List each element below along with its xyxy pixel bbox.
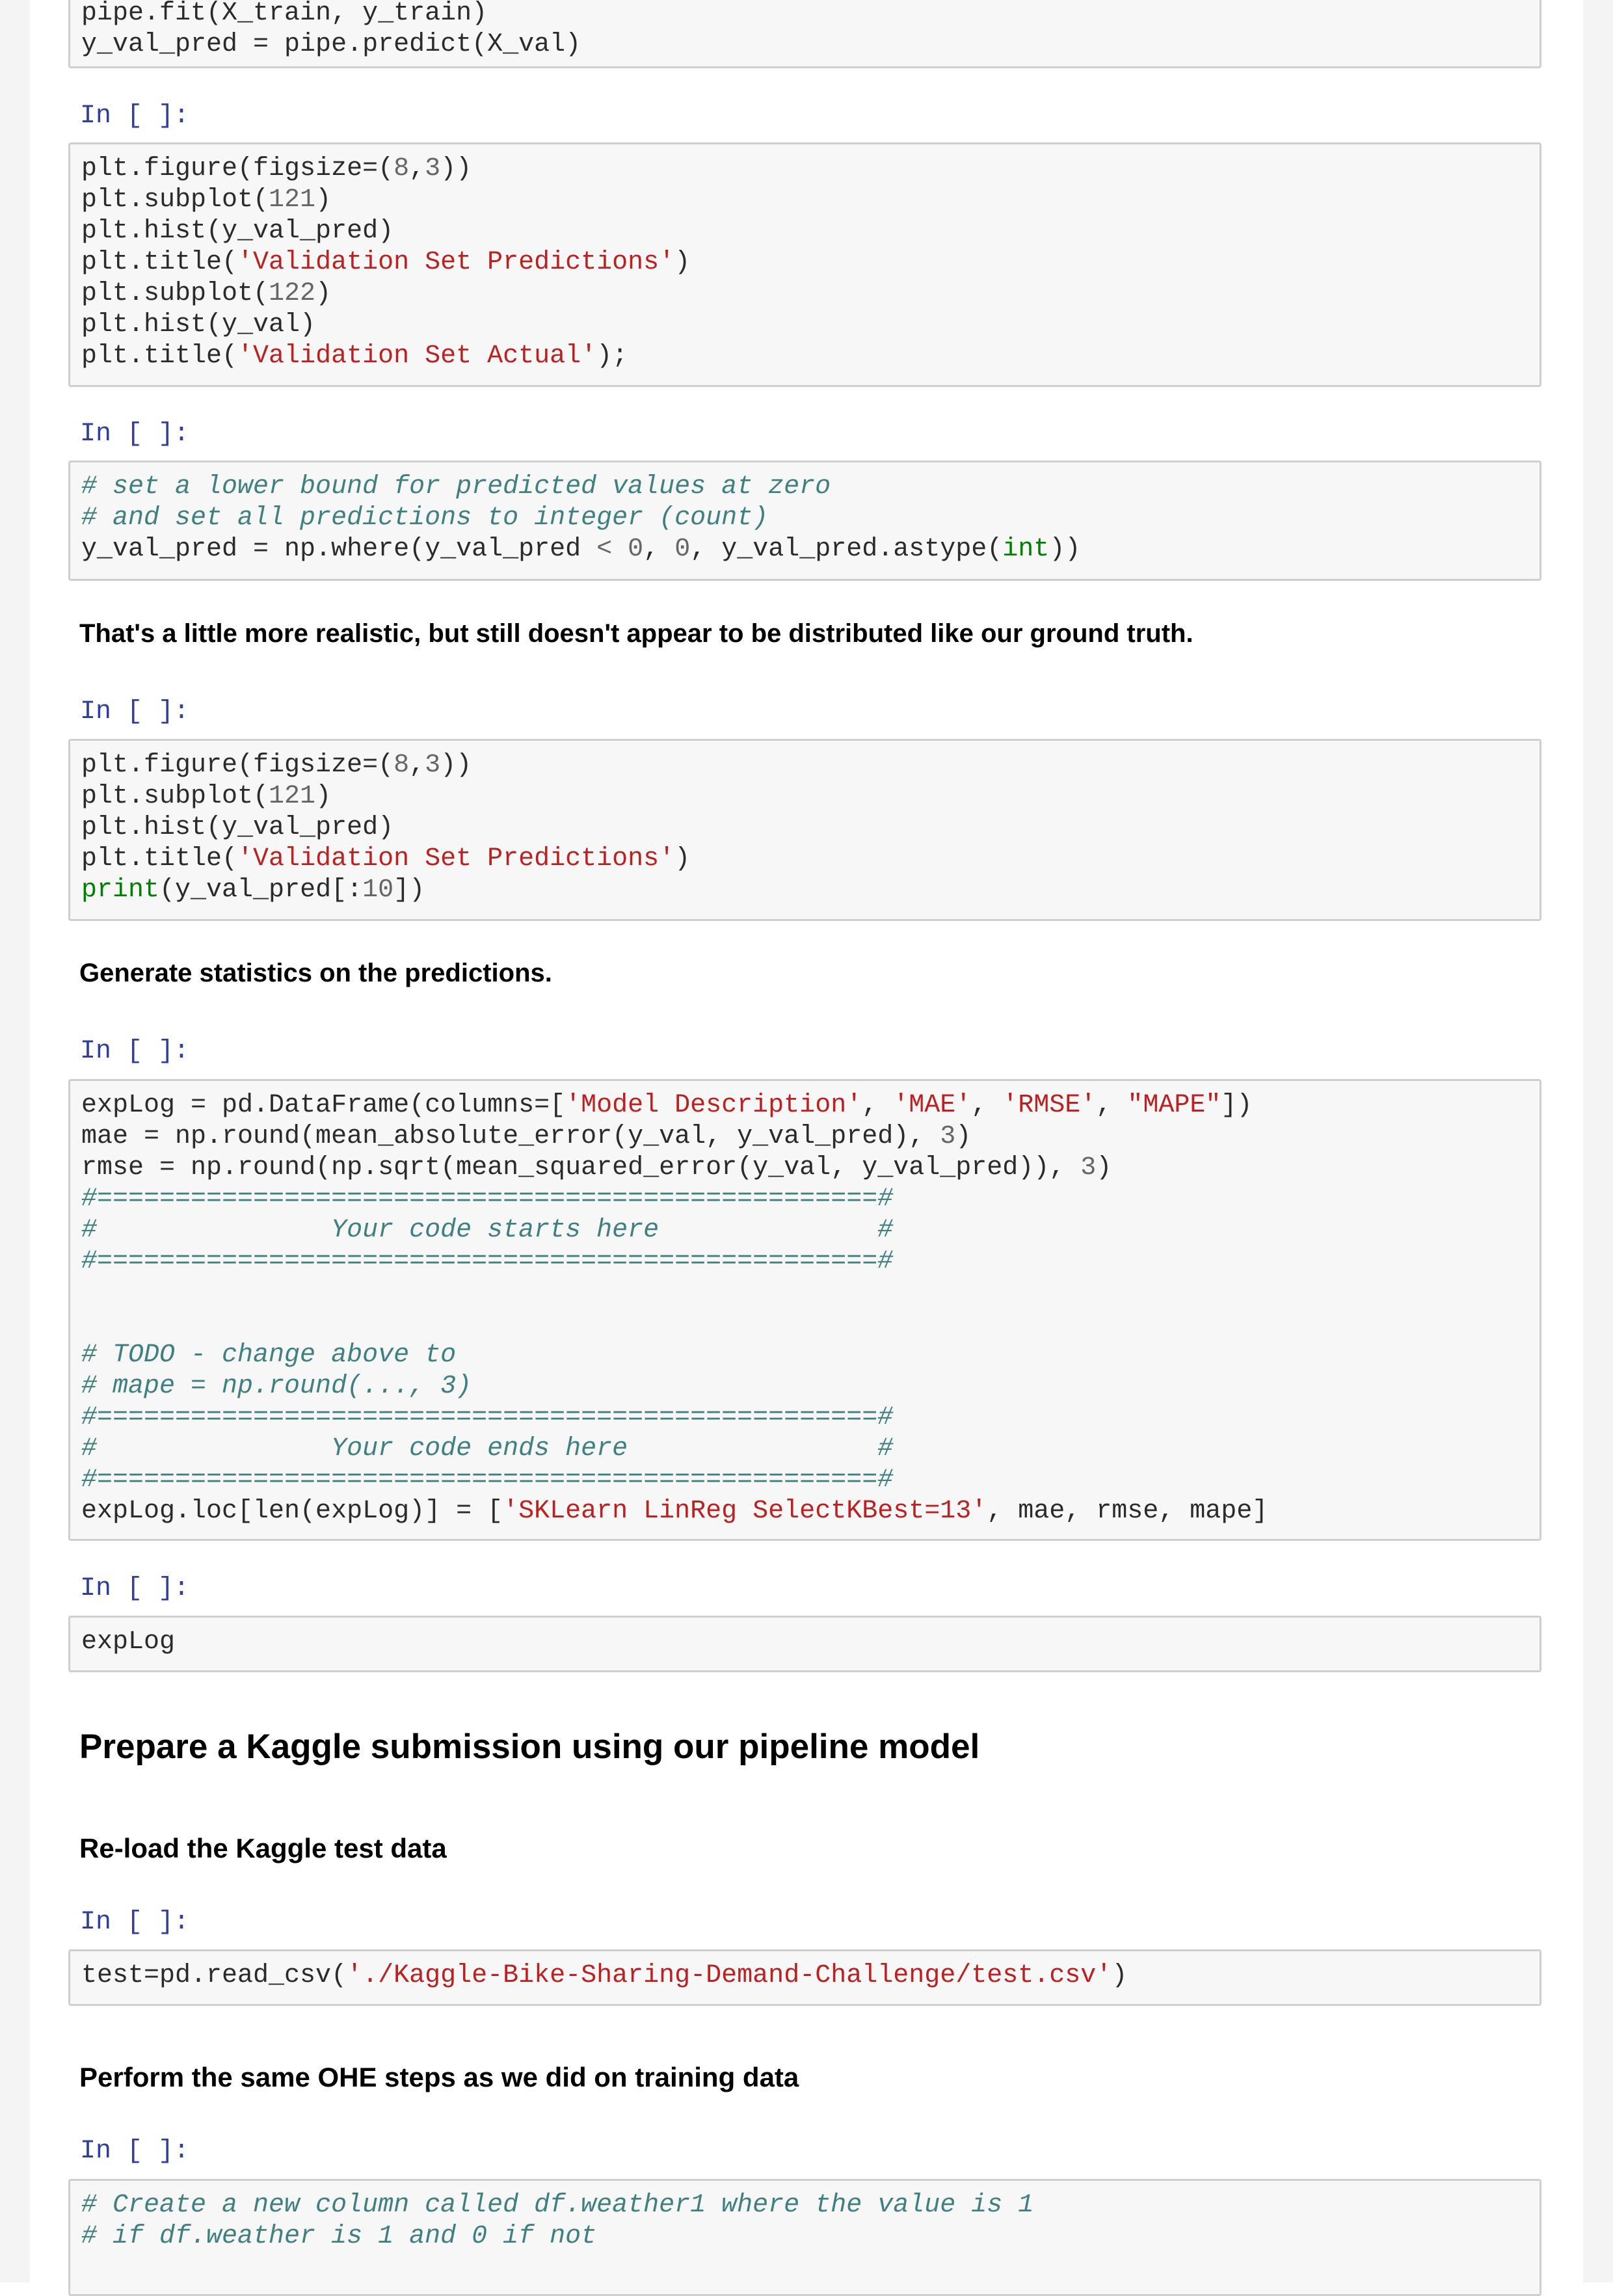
code-cell-plot-predictions[interactable] (68, 739, 1541, 921)
code-editor[interactable] (81, 0, 1540, 60)
code-token: 122 (269, 279, 316, 308)
code-token: print (81, 875, 160, 905)
code-token: )) (440, 154, 472, 183)
code-line (81, 844, 1540, 875)
code-line (81, 781, 1540, 812)
code-token: y_val_pred = pipe.predict(X_val) (81, 30, 581, 59)
code-line (81, 750, 1540, 781)
code-line (81, 1121, 1540, 1153)
code-line (81, 1371, 1540, 1402)
input-prompt: In [ ]: (80, 1037, 190, 1066)
code-token: 'Validation Set Predictions' (237, 844, 675, 874)
code-editor[interactable] (81, 1090, 1540, 1527)
code-token: #==================================================# (81, 1403, 894, 1432)
code-token: ) (1096, 1153, 1112, 1182)
code-token: 'Validation Set Predictions' (237, 248, 675, 277)
code-token: , (862, 1091, 894, 1120)
code-token: rmse = np.round(np.sqrt(mean_squared_error(y_val, y_val_pred)), (81, 1153, 1081, 1182)
code-token: 0 (674, 535, 691, 564)
markdown-text: That's a little more realistic, but still doesn't appear to be distributed like our ground truth. (79, 619, 1193, 648)
input-prompt: In [ ]: (80, 101, 190, 131)
code-line (81, 1246, 1540, 1277)
code-editor[interactable] (81, 2190, 1540, 2252)
code-line (81, 185, 1540, 216)
code-token: , mae, rmse, mape] (987, 1497, 1268, 1526)
code-token: ) (315, 279, 332, 308)
code-line (81, 1465, 1540, 1496)
code-token: 3 (425, 751, 441, 780)
code-token: plt.hist(y_val_pred) (81, 217, 394, 246)
code-token: # Create a new column called df.weather1 where the value is 1 (81, 2191, 1034, 2220)
code-token: plt.title( (81, 341, 238, 371)
code-token: , (643, 535, 675, 564)
code-line (81, 154, 1540, 185)
input-prompt: In [ ]: (80, 2137, 190, 2166)
code-token: 'RMSE' (1002, 1091, 1097, 1120)
code-line (81, 503, 1540, 534)
code-token: ) (315, 185, 332, 215)
code-line (81, 29, 1540, 60)
code-token: ) (674, 248, 691, 277)
code-token: 0 (628, 535, 644, 564)
code-cell-ohe[interactable] (68, 2179, 1541, 2296)
code-cell-statistics[interactable] (68, 1079, 1541, 1541)
code-token: # Your code starts here # (81, 1216, 894, 1245)
code-line (81, 812, 1540, 844)
code-token: 3 (425, 154, 441, 183)
code-line (81, 247, 1540, 278)
code-cell-explog[interactable] (68, 1616, 1541, 1672)
code-token: plt.figure(figsize=( (81, 751, 394, 780)
code-token: plt.title( (81, 844, 238, 874)
code-token: mae = np.round(mean_absolute_error(y_val, y_val_pred), (81, 1122, 940, 1151)
code-token: 'MAE' (893, 1091, 972, 1120)
code-token: # Your code ends here # (81, 1434, 894, 1463)
code-token: './Kaggle-Bike-Sharing-Demand-Challenge/test.csv' (347, 1961, 1112, 1990)
code-token: )) (440, 751, 472, 780)
code-token: 'Validation Set Actual' (237, 341, 597, 371)
code-token: # if df.weather is 1 and 0 if not (81, 2222, 597, 2251)
code-token: < (596, 535, 613, 564)
code-line (81, 1402, 1540, 1434)
code-token: 121 (269, 782, 316, 811)
code-token: ) (315, 782, 332, 811)
code-token: 121 (269, 185, 316, 215)
subsection-heading: Perform the same OHE steps as we did on training data (79, 2062, 799, 2092)
code-line (81, 1184, 1540, 1215)
page-margin-right (1583, 0, 1613, 2282)
code-cell-read-test[interactable] (68, 1949, 1541, 2006)
code-editor[interactable] (81, 1627, 1540, 1658)
code-line (81, 216, 1540, 247)
code-token: ]) (393, 875, 425, 905)
code-editor[interactable] (81, 1960, 1540, 1992)
code-line (81, 278, 1540, 310)
code-token: ]) (1221, 1091, 1253, 1120)
code-token: plt.title( (81, 248, 238, 277)
code-token: #==================================================# (81, 1465, 894, 1495)
code-line (81, 1960, 1540, 1992)
code-token: 3 (1080, 1153, 1097, 1182)
code-token: # TODO - change above to (81, 1341, 457, 1370)
code-line (81, 1277, 1540, 1309)
code-token: test=pd.read_csv( (81, 1961, 347, 1990)
section-heading: Prepare a Kaggle submission using our pipeline model (79, 1728, 980, 1766)
code-line (81, 1215, 1540, 1246)
code-token: plt.hist(y_val) (81, 310, 316, 340)
code-token: #==================================================# (81, 1247, 894, 1276)
code-token: )) (1049, 535, 1081, 564)
code-token: # and set all predictions to integer (count) (81, 503, 769, 533)
code-token: expLog = pd.DataFrame(columns=[ (81, 1091, 566, 1120)
code-token: , (409, 751, 425, 780)
input-prompt: In [ ]: (80, 697, 190, 727)
markdown-text: Generate statistics on the predictions. (79, 959, 552, 987)
code-token: # set a lower bound for predicted values at zero (81, 472, 831, 501)
subsection-heading: Re-load the Kaggle test data (79, 1833, 447, 1863)
code-token: plt.subplot( (81, 185, 269, 215)
code-token: 3 (940, 1122, 956, 1151)
code-token: , (971, 1091, 1003, 1120)
code-token: y_val_pred = np.where(y_val_pred (81, 535, 597, 564)
input-prompt: In [ ]: (80, 1908, 190, 1937)
code-line (81, 1090, 1540, 1121)
code-line (81, 0, 1540, 29)
code-line (81, 1627, 1540, 1658)
code-editor[interactable] (81, 750, 1540, 906)
code-token: 10 (362, 875, 394, 905)
code-line (81, 2221, 1540, 2252)
input-prompt: In [ ]: (80, 1574, 190, 1603)
code-token: #==================================================# (81, 1184, 894, 1214)
page-margin-left (0, 0, 30, 2282)
code-editor[interactable] (81, 472, 1540, 565)
code-token: (y_val_pred[: (159, 875, 363, 905)
code-cell-fit-predict[interactable] (68, 0, 1541, 68)
code-token: plt.subplot( (81, 782, 269, 811)
code-token: # mape = np.round(..., 3) (81, 1372, 472, 1401)
code-token: 'Model Description' (565, 1091, 862, 1120)
code-line (81, 875, 1540, 906)
code-line (81, 341, 1540, 372)
code-line (81, 1434, 1540, 1465)
code-cell-lower-bound[interactable] (68, 461, 1541, 581)
input-prompt: In [ ]: (80, 420, 190, 449)
code-line (81, 534, 1540, 565)
code-token: ) (1112, 1961, 1128, 1990)
code-line (81, 472, 1540, 503)
code-token: 'SKLearn LinReg SelectKBest=13' (503, 1497, 987, 1526)
code-cell-plot-histograms[interactable] (68, 142, 1541, 387)
code-line (81, 2190, 1540, 2221)
code-token: 8 (393, 751, 410, 780)
code-line (81, 1496, 1540, 1527)
code-line (81, 310, 1540, 341)
code-token: ); (596, 341, 628, 371)
code-token: plt.figure(figsize=( (81, 154, 394, 183)
code-token: pipe.fit(X_train, y_train) (81, 0, 488, 28)
code-token: ) (674, 844, 691, 874)
code-token (612, 535, 628, 564)
code-token: , y_val_pred.astype( (690, 535, 1003, 564)
code-token: expLog.loc[len(expLog)] = [ (81, 1497, 503, 1526)
code-token: plt.hist(y_val_pred) (81, 813, 394, 842)
code-token: "MAPE" (1127, 1091, 1221, 1120)
code-token: plt.subplot( (81, 279, 269, 308)
code-line (81, 1153, 1540, 1184)
code-line (81, 1309, 1540, 1340)
code-token: 8 (393, 154, 410, 183)
code-token: , (409, 154, 425, 183)
code-token: ) (955, 1122, 972, 1151)
code-token: , (1096, 1091, 1128, 1120)
code-editor[interactable] (81, 154, 1540, 372)
code-line (81, 1340, 1540, 1371)
code-token: expLog (81, 1627, 176, 1657)
code-token: int (1002, 535, 1050, 564)
